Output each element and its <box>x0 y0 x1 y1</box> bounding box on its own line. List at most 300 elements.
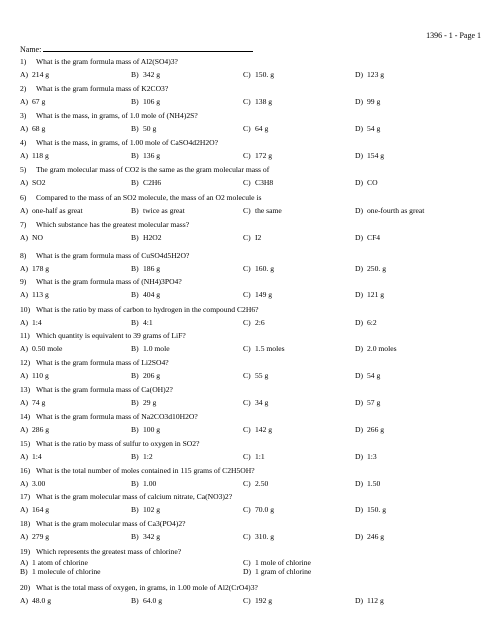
choice-text: 266 g <box>367 425 385 434</box>
question-stem <box>20 331 186 340</box>
question-text: Which quantity is equivalent to 39 grams of LiF? <box>36 331 186 340</box>
choice-text: 57 g <box>367 398 381 407</box>
choice-c <box>243 70 274 79</box>
choice-b <box>131 398 156 407</box>
choice-text: 70.0 g <box>255 505 274 514</box>
choice-text: 160. g <box>255 264 274 273</box>
choice-letter: A) <box>20 151 29 160</box>
choice-text: 250. g <box>367 264 386 273</box>
question-stem <box>20 84 168 93</box>
choice-text: 123 g <box>367 70 385 79</box>
choice-text: 50 g <box>143 124 157 133</box>
question-text: Which represents the greatest mass of chlorine? <box>36 547 182 556</box>
choice-text: C3H8 <box>255 178 274 187</box>
choice-letter: A) <box>20 532 29 541</box>
choice-b <box>131 452 153 461</box>
choice-letter: A) <box>20 206 29 215</box>
question-text: What is the total mass of oxygen, in grams, in 1.00 mole of Al2(CrO4)3? <box>36 583 258 592</box>
choice-d <box>355 398 380 407</box>
question-number: 9) <box>20 277 27 286</box>
question-text: What is the gram formula mass of Al2(SO4)3? <box>36 57 178 66</box>
choice-text: 192 g <box>255 596 273 605</box>
choice-b <box>131 97 160 106</box>
question-number: 11) <box>20 331 30 340</box>
question-text: What is the gram formula mass of (NH4)3PO4? <box>36 277 182 286</box>
question-text: Compared to the mass of an SO2 molecule, the mass of an O2 molecule is <box>36 193 262 202</box>
choice-b <box>131 479 156 488</box>
choice-a <box>20 452 42 461</box>
choice-text: one-half as great <box>32 206 83 215</box>
choice-text: 342 g <box>143 70 161 79</box>
question-number: 4) <box>20 138 27 147</box>
choice-c <box>243 532 274 541</box>
choice-text: 102 g <box>143 505 161 514</box>
choice-a <box>20 505 49 514</box>
question-stem <box>20 547 181 556</box>
choice-text: 404 g <box>143 290 161 299</box>
choice-text: 106 g <box>143 97 161 106</box>
question-text: What is the total number of moles contained in 115 grams of C2H5OH? <box>36 466 255 475</box>
choice-letter: B) <box>131 151 139 160</box>
choice-text: 2:6 <box>255 318 265 327</box>
choice-text: 3.00 <box>32 479 46 488</box>
question-number: 17) <box>20 492 31 501</box>
choice-b <box>131 264 160 273</box>
choice-letter: C) <box>243 70 251 79</box>
choice-text: 1:4 <box>32 318 42 327</box>
choice-text: 286 g <box>32 425 50 434</box>
choice-b <box>131 505 160 514</box>
choice-letter: D) <box>355 452 364 461</box>
choice-text: 136 g <box>143 151 161 160</box>
question-text: The gram molecular mass of CO2 is the same as the gram molecular mass of <box>36 165 270 174</box>
choice-text: 2.50 <box>255 479 269 488</box>
choice-letter: B) <box>131 532 139 541</box>
choice-text: 142 g <box>255 425 273 434</box>
page-header: 1396 - 1 - Page 1 <box>426 31 481 40</box>
question-text: What is the ratio by mass of sulfur to oxygen in SO2? <box>36 439 200 448</box>
choice-letter: D) <box>355 398 364 407</box>
question-stem <box>20 305 259 314</box>
choice-text: 1 atom of chlorine <box>32 558 88 567</box>
choice-a <box>20 97 45 106</box>
choice-text: 1:1 <box>255 452 265 461</box>
question-text: What is the mass, in grams, of 1.00 mole of CaSO4d2H2O? <box>36 138 219 147</box>
choice-b <box>131 124 156 133</box>
choice-text: 100 g <box>143 425 161 434</box>
choice-letter: C) <box>243 532 251 541</box>
choice-a <box>20 558 88 567</box>
choice-letter: C) <box>243 318 251 327</box>
choice-b <box>131 151 160 160</box>
question-stem <box>20 220 189 229</box>
choice-d <box>355 151 384 160</box>
choice-c <box>243 596 272 605</box>
choice-c <box>243 398 268 407</box>
choice-letter: A) <box>20 178 29 187</box>
choice-text: 54 g <box>367 124 381 133</box>
choice-letter: C) <box>243 206 251 215</box>
question-stem <box>20 138 218 147</box>
question-number: 19) <box>20 547 31 556</box>
question-text: What is the gram formula mass of Ca(OH)2? <box>36 385 173 394</box>
choice-letter: D) <box>355 178 364 187</box>
choice-b <box>131 344 170 353</box>
choice-letter: D) <box>355 70 364 79</box>
question-stem <box>20 583 258 592</box>
choice-a <box>20 371 49 380</box>
choice-text: the same <box>255 206 282 215</box>
choice-letter: A) <box>20 398 29 407</box>
choice-c <box>243 97 272 106</box>
choice-text: 1 mole of chlorine <box>255 558 311 567</box>
choice-letter: B) <box>131 452 139 461</box>
choice-text: 64.0 g <box>143 596 162 605</box>
choice-a <box>20 178 46 187</box>
choice-letter: D) <box>355 371 364 380</box>
choice-text: 214 g <box>32 70 50 79</box>
question-number: 3) <box>20 111 27 120</box>
choice-letter: B) <box>131 505 139 514</box>
choice-letter: D) <box>355 479 364 488</box>
choice-text: 0.50 mole <box>32 344 63 353</box>
question-text: What is the gram formula mass of CuSO4d5H2O? <box>36 251 190 260</box>
choice-text: I2 <box>255 233 262 242</box>
choice-d <box>355 532 384 541</box>
choice-letter: A) <box>20 344 29 353</box>
question-text: What is the gram molecular mass of Ca3(PO4)2? <box>36 519 186 528</box>
choice-text: 110 g <box>32 371 49 380</box>
choice-c <box>243 558 311 567</box>
choice-b <box>131 532 160 541</box>
choice-text: 74 g <box>32 398 46 407</box>
choice-text: 118 g <box>32 151 49 160</box>
choice-text: 206 g <box>143 371 161 380</box>
choice-c <box>243 344 285 353</box>
question-text: What is the ratio by mass of carbon to hydrogen in the compound C2H6? <box>36 305 259 314</box>
choice-c <box>243 290 272 299</box>
choice-letter: B) <box>131 124 139 133</box>
choice-text: 2.0 moles <box>367 344 397 353</box>
choice-letter: A) <box>20 97 29 106</box>
choice-d <box>355 70 384 79</box>
choice-a <box>20 318 42 327</box>
question-text: What is the gram molecular mass of calcium nitrate, Ca(NO3)2? <box>36 492 233 501</box>
question-text: What is the mass, in grams, of 1.0 mole of (NH4)2S? <box>36 111 198 120</box>
choice-d <box>355 344 397 353</box>
choice-a <box>20 398 45 407</box>
choice-text: 1.50 <box>367 479 381 488</box>
choice-letter: D) <box>355 124 364 133</box>
choice-letter: D) <box>355 206 364 215</box>
choice-letter: D) <box>355 318 364 327</box>
choice-a <box>20 344 62 353</box>
choice-c <box>243 479 268 488</box>
choice-a <box>20 70 49 79</box>
choice-letter: A) <box>20 290 29 299</box>
question-stem <box>20 466 255 475</box>
question-stem <box>20 412 198 421</box>
choice-letter: A) <box>20 371 29 380</box>
choice-d <box>355 371 380 380</box>
choice-d <box>355 479 380 488</box>
choice-letter: C) <box>243 398 251 407</box>
choice-text: SO2 <box>32 178 46 187</box>
choice-d <box>355 596 384 605</box>
choice-letter: C) <box>243 124 251 133</box>
choice-letter: A) <box>20 264 29 273</box>
choice-text: 154 g <box>367 151 385 160</box>
choice-c <box>243 151 272 160</box>
choice-letter: A) <box>20 318 29 327</box>
choice-d <box>355 318 377 327</box>
choice-b <box>20 567 101 576</box>
choice-text: NO <box>32 233 43 242</box>
choice-letter: A) <box>20 452 29 461</box>
question-text: What is the gram formula mass of Li2SO4? <box>36 358 169 367</box>
choice-letter: B) <box>131 398 139 407</box>
choice-d <box>355 124 380 133</box>
choice-letter: B) <box>131 70 139 79</box>
choice-c <box>243 233 261 242</box>
question-number: 18) <box>20 519 31 528</box>
choice-letter: A) <box>20 479 29 488</box>
choice-d <box>355 97 380 106</box>
question-number: 7) <box>20 220 27 229</box>
choice-b <box>131 425 160 434</box>
choice-letter: B) <box>131 178 139 187</box>
choice-text: 186 g <box>143 264 161 273</box>
choice-text: 246 g <box>367 532 385 541</box>
choice-text: 1 gram of chlorine <box>255 567 312 576</box>
question-stem <box>20 492 232 501</box>
choice-d <box>355 425 384 434</box>
choice-text: C2H6 <box>143 178 162 187</box>
choice-letter: D) <box>355 532 364 541</box>
choice-text: 1:3 <box>367 452 377 461</box>
choice-text: CF4 <box>367 233 381 242</box>
choice-letter: A) <box>20 505 29 514</box>
choice-letter: C) <box>243 290 251 299</box>
name-blank-line <box>43 44 253 52</box>
question-stem <box>20 57 178 66</box>
choice-d <box>243 567 311 576</box>
choice-b <box>131 206 185 215</box>
choice-text: 99 g <box>367 97 381 106</box>
choice-text: twice as great <box>143 206 185 215</box>
choice-text: 172 g <box>255 151 273 160</box>
choice-text: 55 g <box>255 371 269 380</box>
choice-d <box>355 290 384 299</box>
choice-letter: D) <box>355 151 364 160</box>
question-text: What is the gram formula mass of Na2CO3d10H2O? <box>36 412 198 421</box>
choice-letter: D) <box>355 505 364 514</box>
choice-text: 138 g <box>255 97 273 106</box>
choice-letter: C) <box>243 233 251 242</box>
choice-letter: C) <box>243 264 251 273</box>
choice-c <box>243 206 282 215</box>
question-number: 14) <box>20 412 31 421</box>
choice-text: 279 g <box>32 532 50 541</box>
choice-c <box>243 318 265 327</box>
choice-letter: B) <box>131 425 139 434</box>
choice-letter: B) <box>131 479 139 488</box>
choice-d <box>355 505 386 514</box>
choice-letter: B) <box>131 371 139 380</box>
choice-letter: C) <box>243 452 251 461</box>
choice-text: 164 g <box>32 505 50 514</box>
question-stem <box>20 251 189 260</box>
choice-letter: D) <box>355 425 364 434</box>
question-stem <box>20 519 186 528</box>
choice-c <box>243 505 274 514</box>
question-number: 1) <box>20 57 27 66</box>
choice-a <box>20 290 49 299</box>
choice-a <box>20 425 49 434</box>
choice-c <box>243 425 272 434</box>
choice-text: 34 g <box>255 398 269 407</box>
choice-letter: B) <box>131 318 139 327</box>
choice-a <box>20 264 49 273</box>
choice-text: 1.0 mole <box>143 344 170 353</box>
choice-text: CO <box>367 178 378 187</box>
choice-text: 310. g <box>255 532 274 541</box>
choice-text: 1:2 <box>143 452 153 461</box>
choice-text: 6:2 <box>367 318 377 327</box>
choice-c <box>243 124 268 133</box>
choice-text: 64 g <box>255 124 269 133</box>
choice-text: 121 g <box>367 290 385 299</box>
choice-d <box>355 452 377 461</box>
choice-text: 48.0 g <box>32 596 51 605</box>
choice-b <box>131 596 162 605</box>
name-field <box>20 44 253 54</box>
choice-b <box>131 318 153 327</box>
choice-letter: B) <box>20 567 28 576</box>
choice-a <box>20 151 49 160</box>
choice-a <box>20 233 43 242</box>
choice-b <box>131 290 160 299</box>
question-number: 13) <box>20 385 31 394</box>
choice-c <box>243 178 273 187</box>
choice-letter: C) <box>243 479 251 488</box>
choice-b <box>131 233 162 242</box>
choice-letter: C) <box>243 558 251 567</box>
choice-d <box>355 178 378 187</box>
question-number: 5) <box>20 165 27 174</box>
choice-a <box>20 124 45 133</box>
choice-letter: A) <box>20 124 29 133</box>
choice-letter: A) <box>20 596 29 605</box>
choice-letter: B) <box>131 206 139 215</box>
choice-letter: D) <box>355 233 364 242</box>
choice-letter: A) <box>20 425 29 434</box>
choice-a <box>20 596 51 605</box>
choice-text: 150. g <box>367 505 386 514</box>
choice-b <box>131 371 160 380</box>
question-number: 15) <box>20 439 31 448</box>
choice-letter: B) <box>131 596 139 605</box>
question-text: Which substance has the greatest molecular mass? <box>36 220 190 229</box>
choice-text: 149 g <box>255 290 273 299</box>
choice-a <box>20 206 83 215</box>
choice-text: 112 g <box>367 596 384 605</box>
choice-letter: D) <box>355 290 364 299</box>
choice-c <box>243 371 268 380</box>
choice-a <box>20 532 49 541</box>
question-number: 6) <box>20 193 27 202</box>
choice-letter: C) <box>243 344 251 353</box>
question-stem <box>20 165 269 174</box>
choice-c <box>243 452 265 461</box>
question-text: What is the gram formula mass of K2CO3? <box>36 84 169 93</box>
choice-d <box>355 264 386 273</box>
choice-letter: C) <box>243 97 251 106</box>
choice-letter: B) <box>131 344 139 353</box>
question-number: 20) <box>20 583 31 592</box>
choice-letter: A) <box>20 233 29 242</box>
choice-letter: C) <box>243 505 251 514</box>
choice-text: 1:4 <box>32 452 42 461</box>
choice-letter: D) <box>355 344 364 353</box>
question-stem <box>20 358 169 367</box>
name-label: Name: <box>20 45 42 54</box>
choice-letter: B) <box>131 290 139 299</box>
choice-letter: C) <box>243 178 251 187</box>
question-stem <box>20 193 261 202</box>
choice-text: H2O2 <box>143 233 162 242</box>
choice-letter: C) <box>243 151 251 160</box>
choice-letter: C) <box>243 425 251 434</box>
question-stem <box>20 111 198 120</box>
choice-letter: B) <box>131 264 139 273</box>
choice-b <box>131 70 160 79</box>
choice-letter: A) <box>20 558 29 567</box>
question-stem <box>20 385 173 394</box>
choice-letter: D) <box>243 567 252 576</box>
choice-text: 1 molecule of chlorine <box>32 567 101 576</box>
choice-text: 1.5 moles <box>255 344 285 353</box>
choice-letter: B) <box>131 233 139 242</box>
choice-c <box>243 264 274 273</box>
question-number: 16) <box>20 466 31 475</box>
choice-letter: A) <box>20 70 29 79</box>
choice-text: 54 g <box>367 371 381 380</box>
choice-text: 67 g <box>32 97 46 106</box>
choice-text: 68 g <box>32 124 46 133</box>
question-number: 2) <box>20 84 27 93</box>
choice-b <box>131 178 161 187</box>
question-stem <box>20 439 199 448</box>
choice-text: 342 g <box>143 532 161 541</box>
choice-letter: C) <box>243 596 251 605</box>
choice-text: 1.00 <box>143 479 157 488</box>
choice-d <box>355 233 380 242</box>
choice-text: 178 g <box>32 264 50 273</box>
choice-letter: D) <box>355 97 364 106</box>
choice-letter: D) <box>355 264 364 273</box>
choice-letter: C) <box>243 371 251 380</box>
question-stem <box>20 277 182 286</box>
choice-text: 4:1 <box>143 318 153 327</box>
choice-text: 150. g <box>255 70 274 79</box>
choice-text: one-fourth as great <box>367 206 425 215</box>
choice-text: 29 g <box>143 398 157 407</box>
choice-a <box>20 479 45 488</box>
choice-letter: B) <box>131 97 139 106</box>
choice-d <box>355 206 424 215</box>
choice-text: 113 g <box>32 290 49 299</box>
